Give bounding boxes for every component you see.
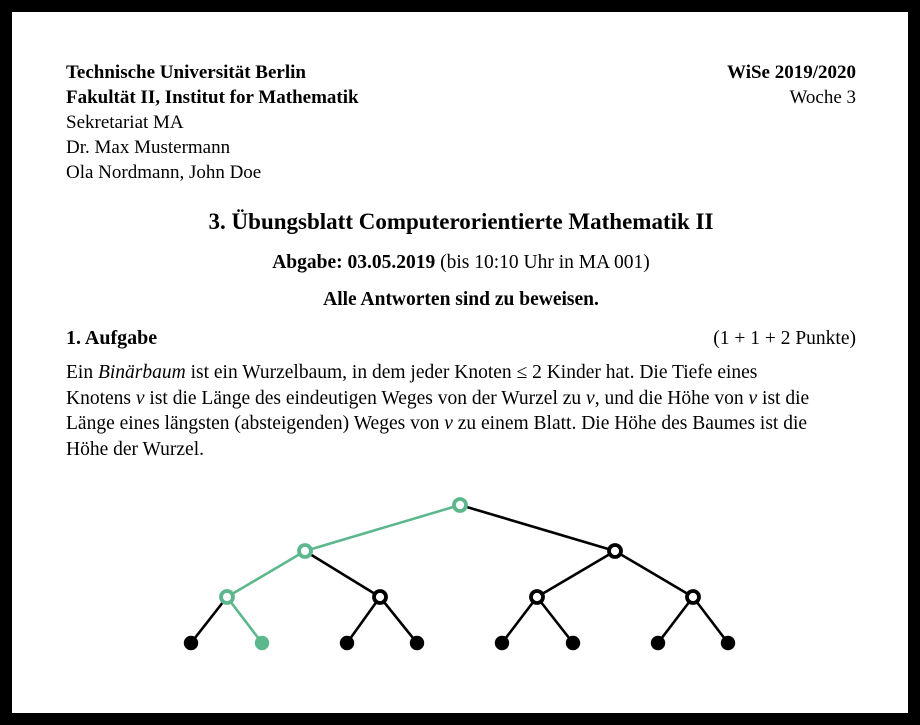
text-segment: Sekretariat MA <box>66 112 184 133</box>
task-label: 1. Aufgabe <box>66 327 158 349</box>
task-body-paragraph <box>66 360 856 462</box>
tree-node-open <box>687 591 699 603</box>
text-segment: (bis 10:10 Uhr in MA 001) <box>435 252 650 273</box>
text-line <box>66 160 359 185</box>
text-segment: ist ein Wurzelbaum, in dem jeder Knoten ≤ 2 Kinder hat. Die Tiefe eines <box>185 362 758 383</box>
page-title: 3. Übungsblatt Computerorientierte Mathematik II <box>208 209 714 234</box>
text-line <box>66 386 856 412</box>
tree-edge <box>305 505 460 551</box>
tree-node-leaf <box>721 636 735 650</box>
header-institution-block <box>66 60 359 185</box>
text-segment: Woche 3 <box>789 87 856 108</box>
text-segment: WiSe 2019/2020 <box>727 62 856 83</box>
text-line <box>727 60 856 85</box>
tree-edge <box>191 597 227 643</box>
tree-node-leaf <box>495 636 509 650</box>
text-segment: zu einem Blatt. Die Höhe des Baumes ist die <box>452 413 808 434</box>
tree-edge <box>615 551 693 597</box>
tree-node-leaf <box>184 636 198 650</box>
text-segment: v <box>135 387 145 409</box>
tree-node-open <box>454 499 466 511</box>
text-segment: , und die Höhe von <box>594 387 749 409</box>
text-segment: Knotens <box>66 387 136 409</box>
text-segment: Ein <box>66 362 98 383</box>
tree-edge <box>305 551 380 597</box>
text-line <box>66 411 856 437</box>
text-segment: Höhe der Wurzel. <box>66 438 205 460</box>
tree-edge <box>380 597 417 643</box>
tree-svg <box>150 480 770 670</box>
due-date-line <box>66 251 856 275</box>
binary-tree-figure <box>150 480 770 670</box>
tree-edge <box>460 505 615 551</box>
notice-line: Alle Antworten sind zu beweisen. <box>323 289 599 310</box>
text-line <box>66 135 359 160</box>
task-heading-row <box>66 325 856 352</box>
text-line <box>66 60 359 85</box>
text-segment: Ola Nordmann, John Doe <box>66 162 262 183</box>
document-header <box>66 60 856 185</box>
tree-node-open <box>609 545 621 557</box>
text-segment: ist die Länge des eindeutigen Weges von der Wurzel zu <box>144 387 587 409</box>
text-segment: Abgabe: 03.05.2019 <box>272 252 436 273</box>
text-line <box>66 110 359 135</box>
tree-node-open <box>221 591 233 603</box>
text-segment: v <box>444 413 453 434</box>
text-segment: Fakultät II, Institut for Mathematik <box>66 87 359 108</box>
text-segment: Länge eines längsten (absteigenden) Weges von <box>66 413 445 434</box>
tree-edge <box>537 551 615 597</box>
text-line <box>727 85 856 110</box>
header-semester-block <box>727 60 856 110</box>
tree-node-leaf <box>410 636 424 650</box>
tree-edge <box>227 597 262 643</box>
text-line <box>66 437 856 463</box>
text-segment: Binärbaum <box>97 362 186 383</box>
tree-node-leaf <box>651 636 665 650</box>
text-line <box>66 85 359 110</box>
tree-node-leaf <box>566 636 580 650</box>
tree-node-leaf <box>340 636 354 650</box>
tree-edge <box>347 597 380 643</box>
tree-node-open <box>299 545 311 557</box>
tree-node-open <box>531 591 543 603</box>
tree-node-leaf <box>255 636 269 650</box>
tree-edge <box>227 551 305 597</box>
text-segment: v <box>748 387 758 409</box>
text-segment: Dr. Max Mustermann <box>66 137 231 158</box>
tree-node-open <box>374 591 386 603</box>
tree-edge <box>537 597 573 643</box>
text-segment: Technische Universität Berlin <box>66 62 306 83</box>
tree-edge <box>658 597 693 643</box>
text-segment: ist die <box>757 387 810 409</box>
text-segment: v <box>586 387 595 409</box>
tree-edge <box>693 597 728 643</box>
tree-edge <box>502 597 537 643</box>
text-line <box>66 360 856 386</box>
task-points: (1 + 1 + 2 Punkte) <box>713 328 856 349</box>
